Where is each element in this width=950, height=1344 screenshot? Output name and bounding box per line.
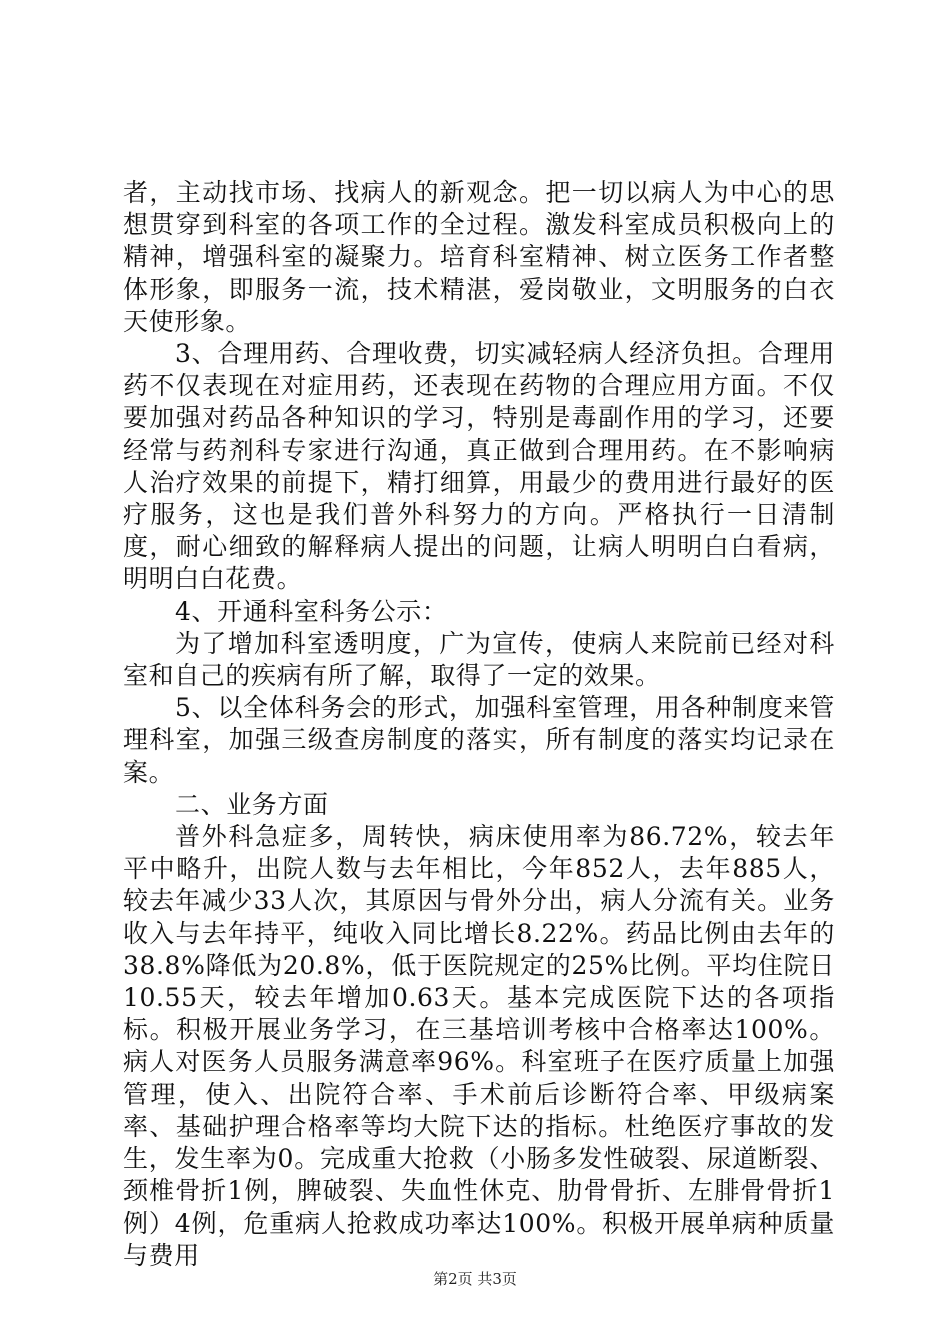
paragraph-5: 5、以全体科务会的形式，加强科室管理，用各种制度来管理科室，加强三级查房制度的落实，所有制度的落实均记录在案。 [123, 693, 835, 787]
paragraph-2: 3、合理用药、合理收费，切实减轻病人经济负担。合理用药不仅表现在对症用药，还表现在药物的合理应用方面。不仅要加强对药品各种知识的学习，特别是毒副作用的学习，还要经常与药剂科专家进行沟通，真正做到合理用药。在不影响病人治疗效果的前提下，精打细算，用最少的费用进行最好的医疗服务，这也是我们普外科努力的方向。严格执行一日清制度，耐心细致的解释病人提出的问题，让病人明明白白看病，明明白白花费。 [123, 339, 835, 594]
section-heading: 二、业务方面 [175, 789, 329, 819]
paragraph-6: 普外科急症多，周转快，病床使用率为86.72%，较去年平中略升，出院人数与去年相比，今年852人，去年885人，较去年减少33人次，其原因与骨外分出，病人分流有关。业务收入与去年持平，纯收入同比增长8.22%。药品比例由去年的38.8%降低为20.8%，低于医院规定的25%比例。平均住院日10.55天，较去年增加0.63天。基本完成医院下达的各项指标。积极开展业务学习，在三基培训考核中合格率达100%。病人对医务人员服务满意率96%。科室班子在医疗质量上加强管理，使入、出院符合率、手术前后诊断符合率、甲级病案率、基础护理合格率等均大院下达的指标。杜绝医疗事故的发生，发生率为0。完成重大抢救（小肠多发性破裂、尿道断裂、颈椎骨折1例，脾破裂、失血性休克、肋骨骨折、左腓骨骨折1例）4例，危重病人抢救成功率达100%。积极开展单病种质量与费用 [123, 822, 835, 1270]
document-body [123, 177, 835, 1272]
paragraph-4: 为了增加科室透明度，广为宣传，使病人来院前已经对科室和自己的疾病有所了解，取得了一定的效果。 [123, 628, 835, 691]
page-footer: 第2页 共3页 [433, 1270, 517, 1288]
paragraph-1: 者，主动找市场、找病人的新观念。把一切以病人为中心的思想贯穿到科室的各项工作的全过程。激发科室成员积极向上的精神，增强科室的凝聚力。培育科室精神、树立医务工作者整体形象，即服务一流，技术精湛，爱岗敬业，文明服务的白衣天使形象。 [123, 178, 835, 336]
paragraph-3: 4、开通科室科务公示： [175, 596, 448, 626]
